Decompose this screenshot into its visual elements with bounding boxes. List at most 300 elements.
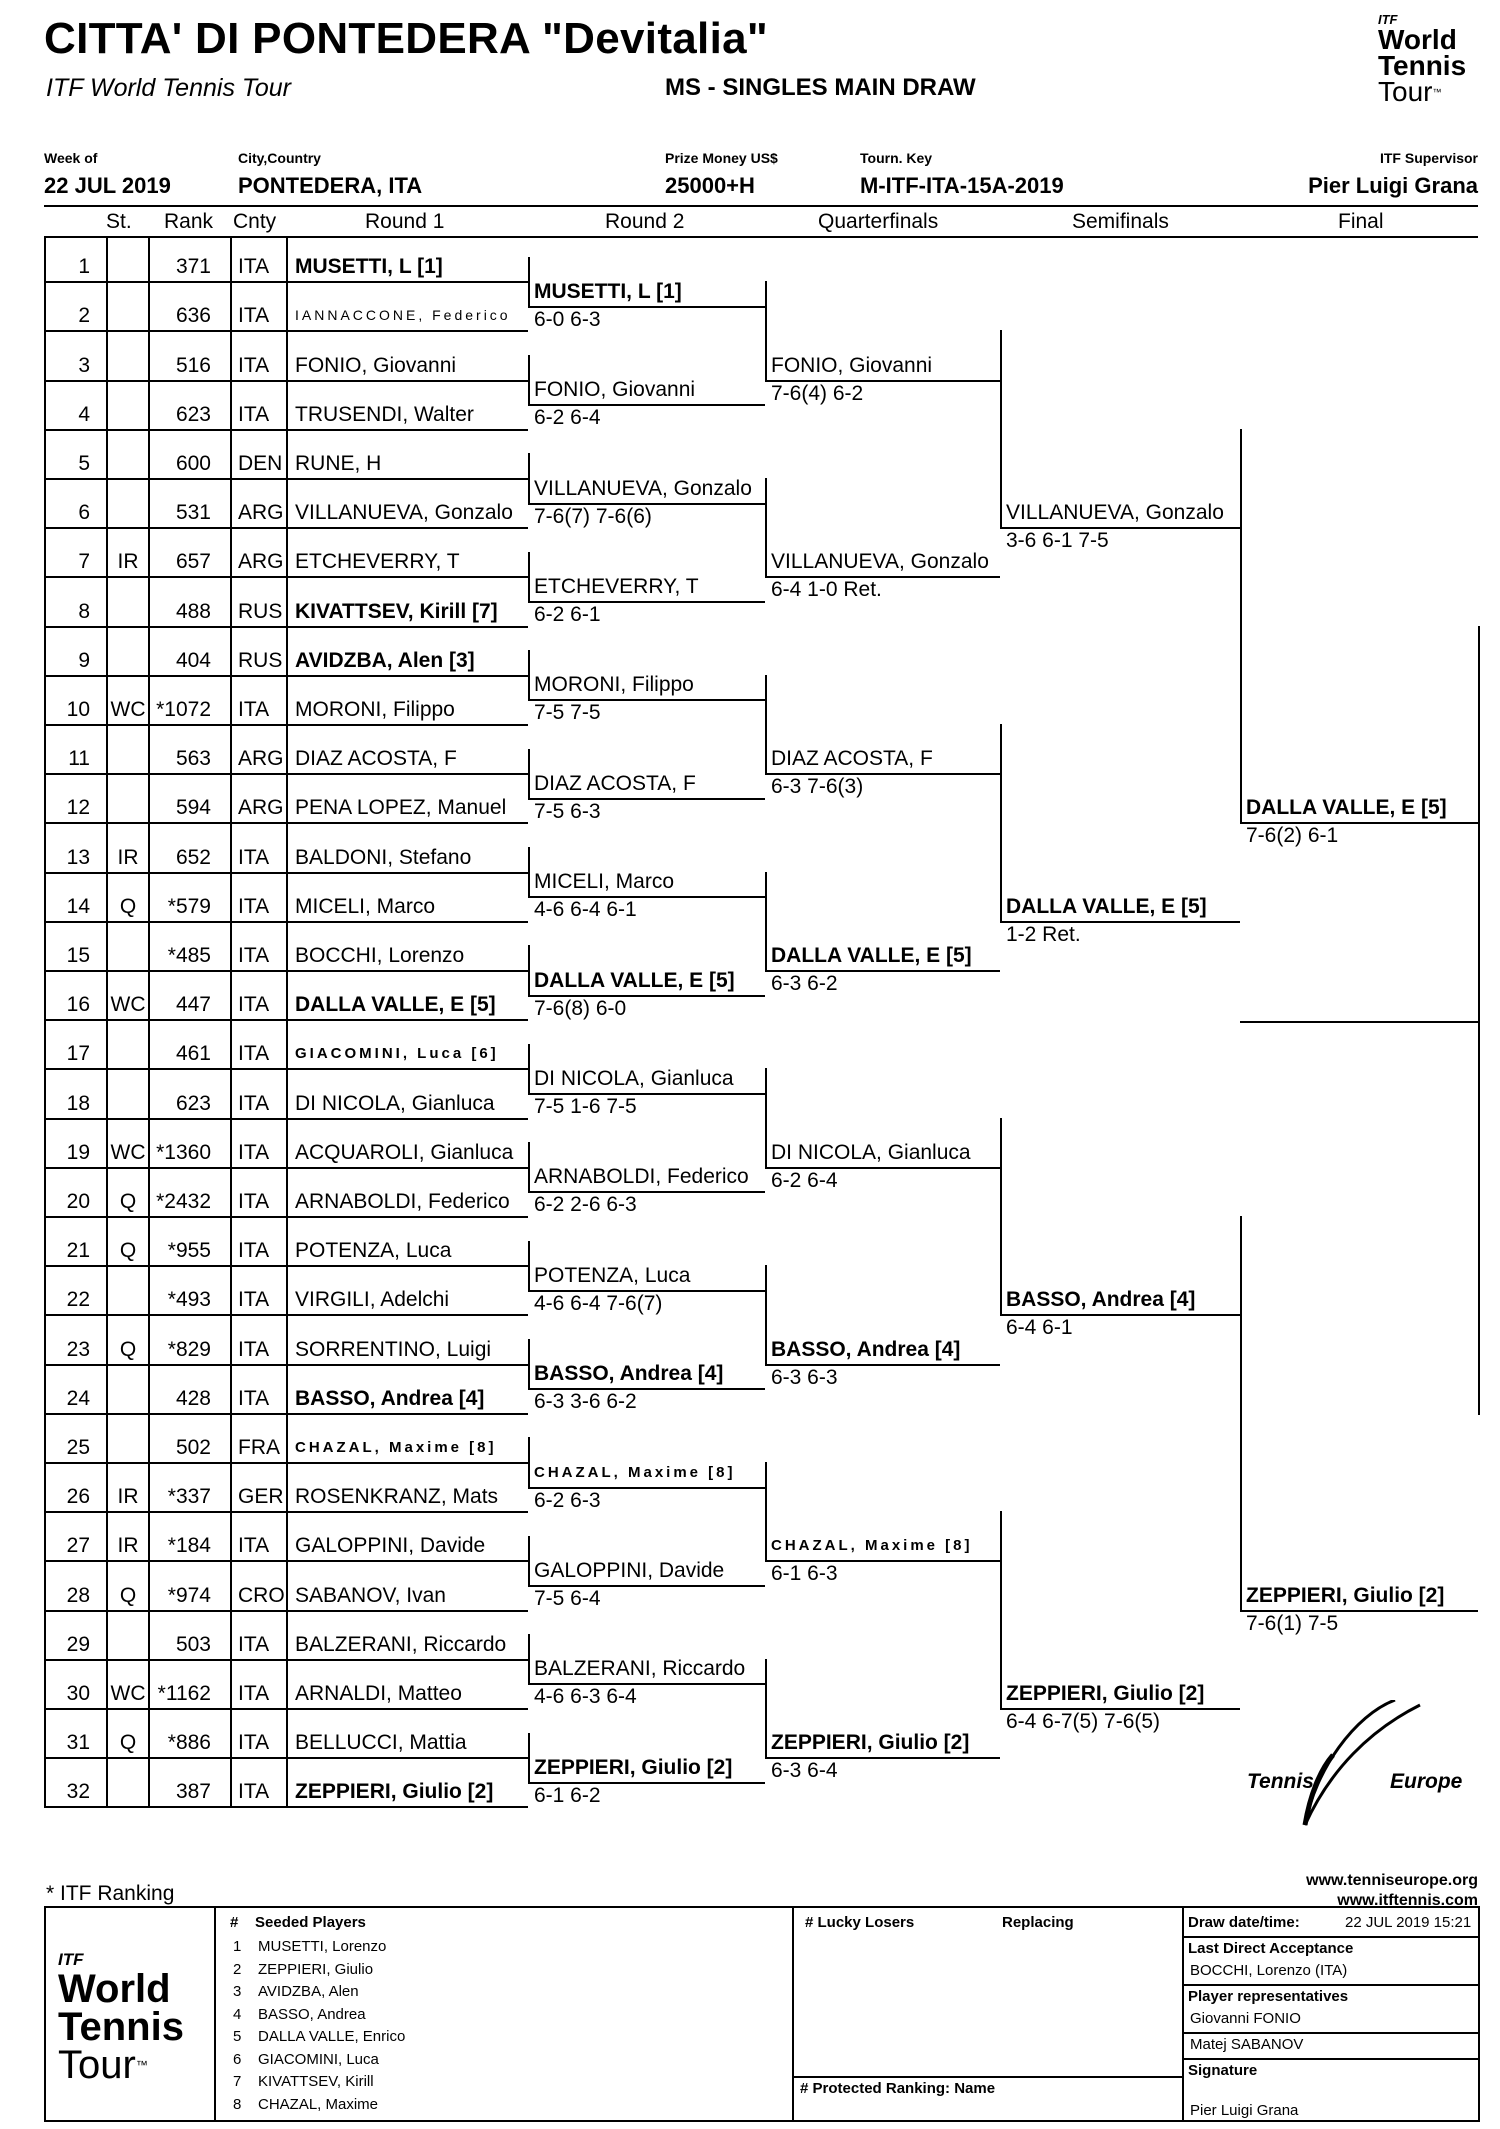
player-status: Q: [119, 1239, 137, 1262]
player-name[interactable]: AVIDZBA, Alen [3]: [295, 649, 475, 672]
lda-label: Last Direct Acceptance: [1188, 1940, 1354, 1957]
player-country: ITA: [238, 304, 270, 327]
semifinals-score: 3-6 6-1 7-5: [1006, 529, 1109, 552]
player-rank: 502: [175, 1436, 211, 1459]
quarterfinals-connector: [765, 1659, 767, 1759]
player-status: Q: [119, 1731, 137, 1754]
quarterfinals-winner[interactable]: CHAZAL, Maxime [8]: [771, 1537, 973, 1554]
player-country: ARG: [238, 550, 284, 573]
r1-line: [44, 773, 528, 775]
player-country: DEN: [238, 452, 283, 475]
player-status: IR: [117, 1534, 139, 1557]
round2-winner[interactable]: MUSETTI, L [1]: [534, 280, 682, 303]
key-value: M-ITF-ITA-15A-2019: [860, 173, 1064, 198]
player-name[interactable]: MORONI, Filippo: [295, 698, 455, 721]
final-winner[interactable]: DALLA VALLE, E [5]: [1246, 796, 1447, 819]
itf-logo-top: [1378, 12, 1478, 105]
round2-connector: [528, 257, 530, 308]
final-score: 7-6(1) 7-5: [1246, 1612, 1339, 1635]
player-name[interactable]: DI NICOLA, Gianluca: [295, 1092, 495, 1115]
round2-score: 4-6 6-3 6-4: [534, 1685, 637, 1708]
semifinals-winner[interactable]: VILLANUEVA, Gonzalo: [1006, 501, 1224, 524]
player-name[interactable]: RUNE, H: [295, 452, 382, 475]
col-final: Final: [1338, 210, 1384, 233]
player-name[interactable]: ROSENKRANZ, Mats: [295, 1485, 499, 1508]
r1-line: [44, 1806, 528, 1808]
player-name[interactable]: BALZERANI, Riccardo: [295, 1633, 507, 1656]
player-num: 12: [66, 796, 90, 819]
colhdr-rule: [44, 236, 1478, 238]
itf-logo-world: World: [1378, 24, 1457, 55]
info-rule-3: [1182, 2032, 1478, 2034]
quarterfinals-score: 6-1 6-3: [771, 1562, 838, 1585]
quarterfinals-winner[interactable]: ZEPPIERI, Giulio [2]: [771, 1731, 970, 1754]
player-name[interactable]: ACQUAROLI, Gianluca: [295, 1141, 514, 1164]
signature-label: Signature: [1188, 2062, 1258, 2079]
rep-1: Giovanni FONIO: [1190, 2010, 1301, 2027]
week-of-label: Week of: [44, 150, 98, 166]
player-rank: 657: [175, 550, 211, 573]
player-name[interactable]: ETCHEVERRY, T: [295, 550, 460, 573]
r1-line: [44, 1118, 528, 1120]
player-rank: 563: [175, 747, 211, 770]
player-country: ARG: [238, 501, 284, 524]
table-col-line-3: [230, 236, 232, 1806]
r1-line: [44, 1610, 528, 1612]
player-num: 32: [66, 1780, 90, 1803]
player-rank: 594: [175, 796, 211, 819]
player-name[interactable]: SABANOV, Ivan: [295, 1584, 446, 1607]
seed-number: 8: [233, 2095, 242, 2113]
quarterfinals-connector: [765, 281, 767, 382]
seed-name: GIACOMINI, Luca: [258, 2050, 379, 2068]
seed-number: 5: [233, 2028, 242, 2045]
footer-divider-1: [214, 1906, 216, 2120]
player-num: 18: [66, 1092, 90, 1115]
player-country: ARG: [238, 747, 284, 770]
seed-number: 6: [233, 2050, 242, 2068]
replacing-title: Replacing: [1002, 1914, 1074, 1931]
url-tenniseurope[interactable]: www.tenniseurope.org: [1306, 1872, 1478, 1889]
player-country: ITA: [238, 1190, 270, 1213]
lucky-losers-title: # Lucky Losers: [805, 1914, 915, 1931]
r1-line: [44, 576, 528, 578]
player-name[interactable]: ZEPPIERI, Giulio [2]: [295, 1780, 494, 1803]
round2-score: 7-5 6-4: [534, 1587, 601, 1610]
round2-winner[interactable]: MORONI, Filippo: [534, 673, 694, 696]
player-country: ITA: [238, 895, 270, 918]
quarterfinals-winner[interactable]: DI NICOLA, Gianluca: [771, 1141, 971, 1164]
champion-connector: [1478, 626, 1480, 1415]
player-num: 20: [66, 1190, 90, 1213]
round2-connector: [528, 453, 530, 505]
player-country: ARG: [238, 796, 284, 819]
player-name[interactable]: SORRENTINO, Luigi: [295, 1338, 492, 1361]
player-name[interactable]: ARNALDI, Matteo: [295, 1682, 462, 1705]
r1-line: [44, 1462, 528, 1464]
player-rank: *955: [167, 1239, 211, 1262]
player-rank: 652: [175, 846, 211, 869]
seed-number: 2: [233, 1960, 242, 1978]
player-country: ITA: [238, 354, 270, 377]
player-rank: 371: [175, 255, 211, 278]
info-rule-4: [1182, 2058, 1478, 2060]
player-rank: *485: [167, 944, 211, 967]
round2-connector: [528, 1044, 530, 1095]
semifinals-score: 1-2 Ret.: [1006, 923, 1081, 946]
tournament-title: CITTA' DI PONTEDERA "Devitalia": [44, 14, 769, 63]
signature-value: Pier Luigi Grana: [1190, 2102, 1299, 2119]
round2-winner[interactable]: VILLANUEVA, Gonzalo: [534, 477, 752, 500]
quarterfinals-score: 6-3 6-4: [771, 1759, 838, 1782]
player-status: IR: [117, 550, 139, 573]
player-rank: *1072: [156, 698, 211, 721]
round2-winner[interactable]: ETCHEVERRY, T: [534, 575, 699, 598]
player-country: ITA: [238, 403, 270, 426]
draw-name: MS - SINGLES MAIN DRAW: [665, 74, 976, 101]
r1-line: [44, 527, 528, 529]
final-connector: [1240, 1216, 1242, 1612]
itf-footer-tour: [58, 2043, 208, 2087]
semifinals-winner[interactable]: DALLA VALLE, E [5]: [1006, 895, 1207, 918]
player-name[interactable]: MUSETTI, L [1]: [295, 255, 443, 278]
round2-score: 7-6(8) 6-0: [534, 997, 627, 1020]
itf-ranking-note: * ITF Ranking: [46, 1882, 175, 1905]
player-num: 22: [66, 1288, 90, 1311]
player-status: IR: [117, 846, 139, 869]
round2-winner[interactable]: MICELI, Marco: [534, 870, 675, 893]
player-num: 26: [66, 1485, 90, 1508]
player-rank: 636: [175, 304, 211, 327]
r1-line: [44, 1560, 528, 1562]
r1-line: [44, 380, 528, 382]
player-status: WC: [110, 1141, 146, 1164]
player-num: 29: [66, 1633, 90, 1656]
r1-line: [44, 429, 528, 431]
player-rank: 387: [175, 1780, 211, 1803]
url-itftennis[interactable]: www.itftennis.com: [1337, 1892, 1478, 1909]
city-label: City,Country: [238, 150, 321, 166]
r1-line: [44, 1757, 528, 1759]
r1-line: [44, 1511, 528, 1513]
player-country: GER: [238, 1485, 284, 1508]
player-country: ITA: [238, 255, 270, 278]
player-name[interactable]: KIVATTSEV, Kirill [7]: [295, 600, 498, 623]
player-num: 28: [66, 1584, 90, 1607]
tour-subtitle: ITF World Tennis Tour: [46, 74, 292, 102]
player-name[interactable]: GIACOMINI, Luca [6]: [295, 1045, 499, 1062]
lda-value: BOCCHI, Lorenzo (ITA): [1190, 1962, 1348, 1979]
quarterfinals-score: 6-3 6-2: [771, 972, 838, 995]
player-name[interactable]: POTENZA, Luca: [295, 1239, 452, 1262]
player-name[interactable]: BALDONI, Stefano: [295, 846, 472, 869]
quarterfinals-winner[interactable]: FONIO, Giovanni: [771, 354, 933, 377]
round2-score: 6-3 3-6 6-2: [534, 1390, 637, 1413]
player-country: CRO: [238, 1584, 285, 1607]
round2-connector: [528, 1634, 530, 1685]
player-name[interactable]: CHAZAL, Maxime [8]: [295, 1439, 497, 1456]
seed-number: 3: [233, 1983, 242, 2000]
player-country: ITA: [238, 1682, 270, 1705]
col-round2: Round 2: [605, 210, 685, 233]
player-rank: *184: [167, 1534, 211, 1557]
quarterfinals-score: 6-4 1-0 Ret.: [771, 578, 882, 601]
round2-score: 6-2 2-6 6-3: [534, 1193, 637, 1216]
tennis-europe-left: Tennis: [1247, 1770, 1314, 1793]
quarterfinals-score: 6-3 7-6(3): [771, 775, 864, 798]
player-name[interactable]: BASSO, Andrea [4]: [295, 1387, 485, 1410]
player-rank: *829: [167, 1338, 211, 1361]
r1-line: [44, 478, 528, 480]
col-quarterfinals: Quarterfinals: [818, 210, 939, 233]
player-name[interactable]: BELLUCCI, Mattia: [295, 1731, 467, 1754]
player-rank: 428: [175, 1387, 211, 1410]
player-num: 24: [66, 1387, 90, 1410]
player-name[interactable]: FONIO, Giovanni: [295, 354, 457, 377]
itf-logo-tour: [1378, 76, 1478, 107]
quarterfinals-score: 7-6(4) 6-2: [771, 382, 864, 405]
round2-connector: [528, 552, 530, 603]
r1-line: [44, 872, 528, 874]
round2-winner[interactable]: BASSO, Andrea [4]: [534, 1362, 724, 1385]
player-rank: *974: [167, 1584, 211, 1607]
r1-line: [44, 1364, 528, 1366]
player-rank: *2432: [156, 1190, 211, 1213]
round2-connector: [528, 355, 530, 406]
player-rank: *493: [167, 1288, 211, 1311]
seed-name: ZEPPIERI, Giulio: [258, 1960, 374, 1978]
player-country: ITA: [238, 1338, 270, 1361]
seed-name: BASSO, Andrea: [258, 2005, 366, 2023]
r1-line: [44, 1167, 528, 1169]
tennis-europe-right: Europe: [1390, 1770, 1463, 1793]
col-round1: Round 1: [365, 210, 445, 233]
tennis-europe-swoosh-icon: [1245, 1700, 1485, 1830]
round2-connector: [528, 945, 530, 997]
semifinals-connector: [1000, 330, 1002, 529]
player-country: RUS: [238, 600, 283, 623]
col-cnty: Cnty: [233, 210, 277, 233]
r1-line: [44, 330, 528, 332]
quarterfinals-connector: [765, 1462, 767, 1562]
player-num: 31: [66, 1731, 90, 1754]
player-num: 6: [78, 501, 90, 524]
round2-connector: [528, 1733, 530, 1784]
player-rank: 488: [175, 600, 211, 623]
round2-winner[interactable]: GALOPPINI, Davide: [534, 1559, 725, 1582]
player-rank: *886: [167, 1731, 211, 1754]
player-num: 25: [66, 1436, 90, 1459]
header-rule: [44, 205, 1478, 207]
player-name[interactable]: VILLANUEVA, Gonzalo: [295, 501, 513, 524]
player-name[interactable]: DALLA VALLE, E [5]: [295, 993, 496, 1016]
player-num: 10: [66, 698, 90, 721]
player-name[interactable]: BOCCHI, Lorenzo: [295, 944, 465, 967]
player-rank: *579: [167, 895, 211, 918]
r1-line: [44, 921, 528, 923]
player-rank: 503: [175, 1633, 211, 1656]
seed-name: CHAZAL, Maxime: [258, 2095, 379, 2113]
quarterfinals-connector: [765, 872, 767, 972]
rep-label: Player representatives: [1188, 1988, 1349, 2005]
seed-name: KIVATTSEV, Kirill: [258, 2073, 374, 2090]
round2-score: 7-5 6-3: [534, 800, 601, 823]
seeds-hash: #: [230, 1914, 239, 1931]
r1-line: [44, 1314, 528, 1316]
player-country: FRA: [238, 1436, 280, 1459]
supervisor-label: ITF Supervisor: [1379, 150, 1478, 166]
player-country: ITA: [238, 1239, 270, 1262]
player-num: 19: [66, 1141, 90, 1164]
round2-winner[interactable]: DALLA VALLE, E [5]: [534, 969, 735, 992]
r1-line: [44, 970, 528, 972]
quarterfinals-winner[interactable]: DALLA VALLE, E [5]: [771, 944, 972, 967]
protected-title: # Protected Ranking: Name: [800, 2080, 996, 2097]
player-name[interactable]: ARNABOLDI, Federico: [295, 1190, 510, 1213]
r1-line: [44, 822, 528, 824]
round2-score: 4-6 6-4 6-1: [534, 898, 637, 921]
draw-date-label: Draw date/time:: [1188, 1914, 1300, 1931]
round2-score: 6-2 6-4: [534, 406, 601, 429]
seed-number: 1: [233, 1938, 242, 1955]
player-num: 14: [66, 895, 90, 918]
round2-winner[interactable]: ZEPPIERI, Giulio [2]: [534, 1756, 733, 1779]
player-name[interactable]: IANNACCONE, Federico: [295, 307, 511, 323]
prize-label: Prize Money US$: [665, 150, 778, 166]
info-rule-2: [1182, 1984, 1478, 1986]
protected-rule: [792, 2076, 1182, 2078]
player-num: 13: [66, 846, 90, 869]
r1-line: [44, 1265, 528, 1267]
r1-line: [44, 724, 528, 726]
player-num: 3: [78, 354, 90, 377]
r1-line: [44, 1659, 528, 1661]
player-rank: 404: [175, 649, 211, 672]
quarterfinals-winner[interactable]: BASSO, Andrea [4]: [771, 1338, 961, 1361]
round2-winner[interactable]: POTENZA, Luca: [534, 1264, 691, 1287]
round2-score: 6-2 6-1: [534, 603, 601, 626]
player-num: 27: [66, 1534, 90, 1557]
week-of-value: 22 JUL 2019: [44, 173, 171, 198]
player-num: 7: [78, 550, 90, 573]
itf-footer-world: World: [58, 1967, 171, 2011]
r1-line: [44, 1708, 528, 1710]
player-rank: 461: [175, 1042, 211, 1065]
semifinals-connector: [1000, 1511, 1002, 1710]
player-status: Q: [119, 895, 137, 918]
round2-connector: [528, 1437, 530, 1489]
seed-name: DALLA VALLE, Enrico: [258, 2028, 406, 2045]
city-value: PONTEDERA, ITA: [238, 173, 423, 198]
itf-logo-itf: ITF: [1378, 12, 1398, 27]
player-country: ITA: [238, 1288, 270, 1311]
quarterfinals-connector: [765, 1265, 767, 1366]
player-name[interactable]: VIRGILI, Adelchi: [295, 1288, 450, 1311]
itf-logo-tm: ™: [1432, 87, 1442, 97]
player-num: 5: [78, 452, 90, 475]
round2-winner[interactable]: BALZERANI, Riccardo: [534, 1657, 746, 1680]
player-num: 30: [66, 1682, 90, 1705]
player-country: ITA: [238, 1534, 270, 1557]
table-col-line-1: [106, 236, 108, 1806]
player-num: 1: [78, 255, 90, 278]
player-rank: 600: [175, 452, 211, 475]
r1-line: [44, 1413, 528, 1415]
player-name[interactable]: MICELI, Marco: [295, 895, 436, 918]
r1-line: [44, 281, 528, 283]
quarterfinals-winner[interactable]: VILLANUEVA, Gonzalo: [771, 550, 989, 573]
info-rule-1: [1182, 1936, 1478, 1938]
player-num: 15: [66, 944, 90, 967]
round2-connector: [528, 749, 530, 800]
player-name[interactable]: PENA LOPEZ, Manuel: [295, 796, 507, 819]
player-rank: 623: [175, 403, 211, 426]
itf-logo-tennis: Tennis: [1378, 50, 1467, 81]
round2-score: 6-0 6-3: [534, 308, 601, 331]
semifinals-winner[interactable]: ZEPPIERI, Giulio [2]: [1006, 1682, 1205, 1705]
semifinals-score: 6-4 6-7(5) 7-6(5): [1006, 1710, 1161, 1733]
player-status: Q: [119, 1190, 137, 1213]
round2-winner[interactable]: FONIO, Giovanni: [534, 378, 696, 401]
player-country: ITA: [238, 1141, 270, 1164]
footer-divider-2: [792, 1906, 794, 2120]
player-num: 9: [78, 649, 90, 672]
player-num: 16: [66, 993, 90, 1016]
player-name[interactable]: DIAZ ACOSTA, F: [295, 747, 457, 770]
seed-name: MUSETTI, Lorenzo: [258, 1938, 387, 1955]
round2-winner[interactable]: CHAZAL, Maxime [8]: [534, 1464, 736, 1481]
draw-date-value: 22 JUL 2019 15:21: [1345, 1914, 1472, 1931]
semifinals-winner[interactable]: BASSO, Andrea [4]: [1006, 1288, 1196, 1311]
round2-winner[interactable]: ARNABOLDI, Federico: [534, 1165, 749, 1188]
player-country: ITA: [238, 846, 270, 869]
round2-winner[interactable]: DIAZ ACOSTA, F: [534, 772, 696, 795]
itf-logo-tour-word: Tour: [1378, 76, 1433, 107]
quarterfinals-winner[interactable]: DIAZ ACOSTA, F: [771, 747, 933, 770]
player-status: IR: [117, 1485, 139, 1508]
player-rank: 447: [175, 993, 211, 1016]
player-name[interactable]: GALOPPINI, Davide: [295, 1534, 486, 1557]
player-country: ITA: [238, 1387, 270, 1410]
player-rank: 516: [175, 354, 211, 377]
round2-score: 4-6 6-4 7-6(7): [534, 1292, 663, 1315]
player-num: 21: [66, 1239, 90, 1262]
r1-line: [44, 1019, 528, 1021]
player-country: ITA: [238, 1633, 270, 1656]
player-status: WC: [110, 993, 146, 1016]
semifinals-connector: [1000, 1118, 1002, 1316]
player-name[interactable]: TRUSENDI, Walter: [295, 403, 474, 426]
semifinals-connector: [1000, 724, 1002, 923]
player-num: 23: [66, 1338, 90, 1361]
itf-footer-tour-word: Tour: [58, 2043, 136, 2087]
col-st: St.: [106, 210, 132, 233]
player-num: 4: [78, 403, 90, 426]
round2-winner[interactable]: DI NICOLA, Gianluca: [534, 1067, 734, 1090]
round2-connector: [528, 1339, 530, 1390]
player-country: ITA: [238, 993, 270, 1016]
player-country: RUS: [238, 649, 283, 672]
quarterfinals-score: 6-3 6-3: [771, 1366, 838, 1389]
supervisor-value: Pier Luigi Grana: [1308, 173, 1478, 198]
seed-number: 7: [233, 2073, 242, 2090]
final-winner[interactable]: ZEPPIERI, Giulio [2]: [1246, 1584, 1445, 1607]
key-label: Tourn. Key: [860, 150, 933, 166]
seed-number: 4: [233, 2005, 242, 2023]
player-country: ITA: [238, 698, 270, 721]
round2-connector: [528, 650, 530, 701]
r1-line: [44, 1216, 528, 1218]
